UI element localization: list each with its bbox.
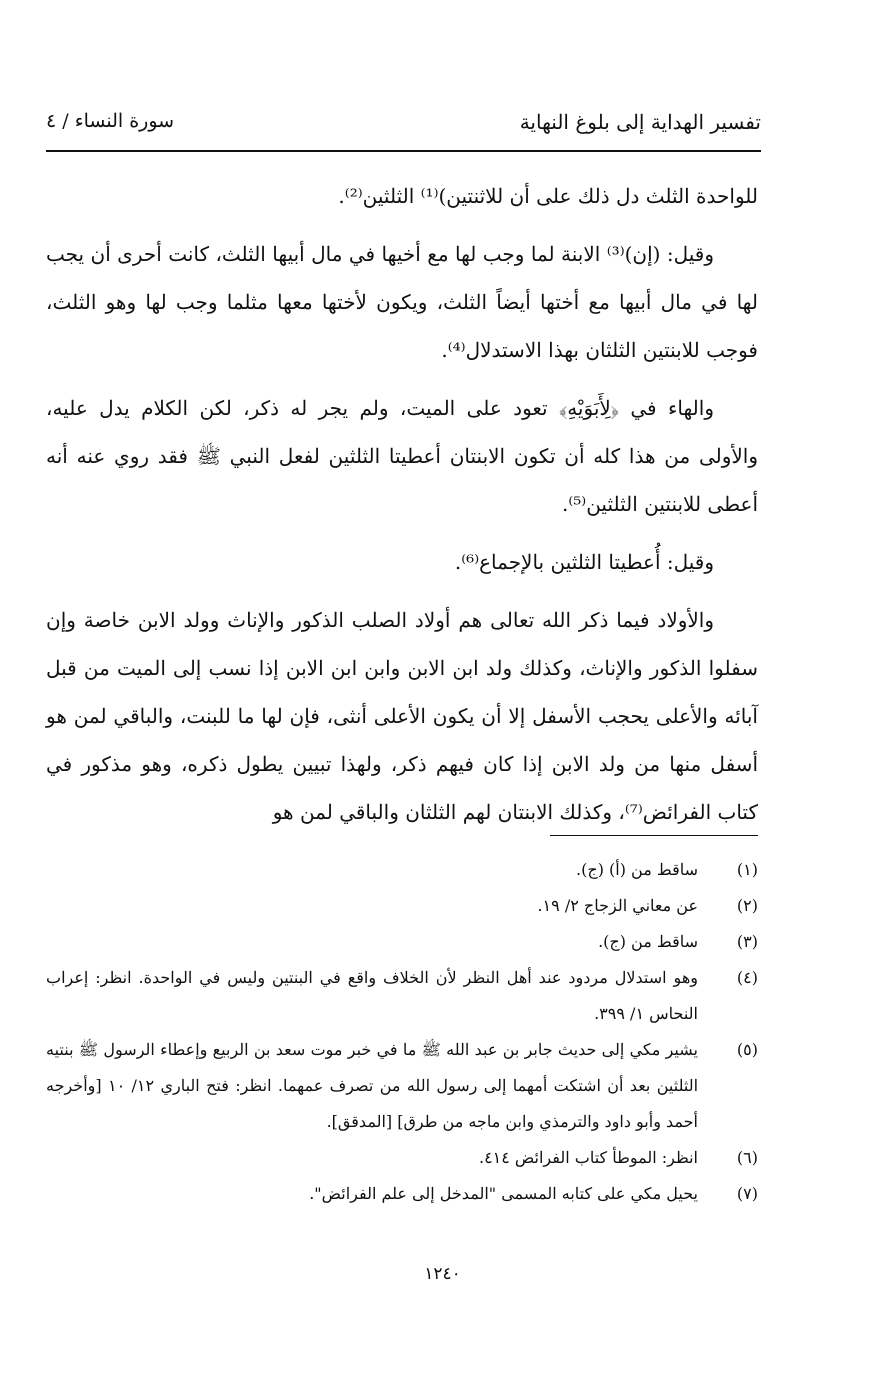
footnotes xyxy=(46,852,758,1212)
paragraph: وقيل: أُعطيتا الثلثين بالإجماع⁽⁶⁾. xyxy=(454,550,714,574)
paragraph: للواحدة الثلث دل ذلك على أن للاثنتين)⁽¹⁾ الثلثين⁽²⁾. xyxy=(338,184,758,208)
paragraph: والأولاد فيما ذكر الله تعالى هم أولاد الصلب الذكور والإناث وولد الابن خاصة وإن سفلوا الذكور والإناث، وكذلك ولد ابن الابن وابن ابن الابن إذا نسب إلى الميت من قبل آبائه والأعلى يحجب الأسفل إلا أن يكون الأعلى أنثى، فإن لها ما للبنت، والباقي لمن هو أسفل منها من ولد الابن إذا كان فيهم ذكر، ولهذا تبيين يطول ذكره، وهو مذكور في كتاب الفرائض⁽⁷⁾، وكذلك الابنتان لهم الثلثان والباقي لمن هو xyxy=(46,608,758,824)
footnote xyxy=(46,852,758,888)
footnote-text: ساقط من (أ) (ج). xyxy=(576,860,698,879)
footnote xyxy=(46,1140,758,1176)
book-title: تفسير الهداية إلى بلوغ النهاية xyxy=(519,110,761,134)
footnote xyxy=(46,888,758,924)
footnote xyxy=(46,960,758,1032)
footnote-text: عن معاني الزجاج ٢/ ١٩. xyxy=(537,896,698,915)
main-text xyxy=(46,172,758,846)
footnote-text: يشير مكي إلى حديث جابر بن عبد الله ﷺ ما في خبر موت سعد بن الربيع وإعطاء الرسول ﷺ بنتيه الثلثين بعد أن اشتكت أمهما إلى رسول الله من تصرف عمهما. انظر: فتح الباري ١٢/ ١٠ [وأخرجه أحمد وأبو داود والترمذي وابن ماجه من طرق] [المدقق]. xyxy=(46,1040,699,1131)
paragraph: وقيل: (إن)⁽³⁾ الابنة لما وجب لها مع أخيها في مال أبيها الثلث، كانت أحرى أن يجب لها في مال أبيها مع أختها أيضاً الثلث، ويكون لأختها معها مثلما وجب لها وهو الثلث، فوجب للابنتين الثلثان بهذا الاستدلال⁽⁴⁾. xyxy=(46,242,758,362)
footnote-divider xyxy=(550,835,758,836)
footnote-number: (٥) xyxy=(736,1040,758,1059)
paragraph: والهاء في ﴿لِأَبَوَيْهِ﴾ تعود على الميت، ولم يجر له ذكر، لكن الكلام يدل عليه، والأولى من هذا كله أن تكون الابنتان أعطيتا الثلثين لفعل النبي ﷺ فقد روي عنه أنه أعطى للابنتين الثلثين⁽⁵⁾. xyxy=(46,396,758,516)
footnote xyxy=(46,1176,758,1212)
running-header xyxy=(46,110,761,144)
footnote-number: (٤) xyxy=(736,968,758,987)
footnote-number: (٣) xyxy=(736,932,758,951)
footnote-text: ساقط من (ج). xyxy=(598,932,698,951)
footnote xyxy=(46,1032,758,1140)
footnote-text: يحيل مكي على كتابه المسمى "المدخل إلى علم الفرائض". xyxy=(309,1184,698,1203)
footnote-text: وهو استدلال مردود عند أهل النظر لأن الخلاف واقع في البنتين وليس في الواحدة. انظر: إعراب النحاس ١/ ٣٩٩. xyxy=(46,968,698,1023)
footnote-number: (٦) xyxy=(736,1148,758,1167)
footnote-number: (٧) xyxy=(736,1184,758,1203)
surah-label: سورة النساء / ٤ xyxy=(46,110,175,132)
footnote-number: (١) xyxy=(736,860,758,879)
footnote-text: انظر: الموطأ كتاب الفرائض ٤١٤. xyxy=(478,1148,698,1167)
page-number: ١٢٤٠ xyxy=(424,1264,461,1284)
footnote xyxy=(46,924,758,960)
header-divider xyxy=(46,150,761,152)
footnote-number: (٢) xyxy=(736,896,758,915)
